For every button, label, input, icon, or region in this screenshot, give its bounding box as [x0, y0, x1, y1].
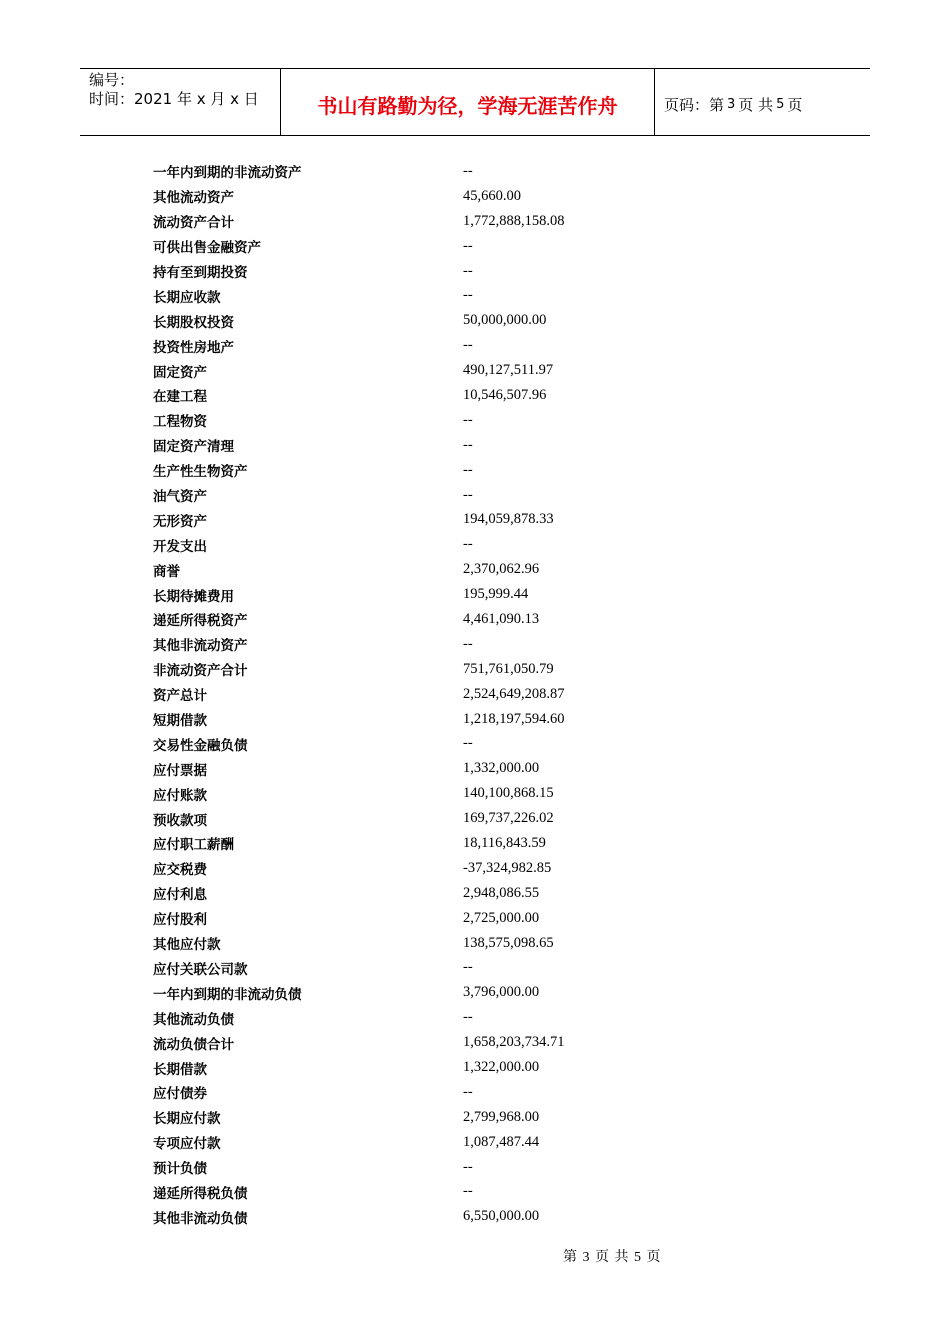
table-row — [153, 234, 713, 259]
row-value: 1,658,203,734.71 — [463, 1034, 565, 1051]
row-label: 非流动资产合计 — [153, 663, 248, 680]
row-label: 资产总计 — [153, 688, 207, 705]
row-value: -- — [463, 1083, 473, 1100]
row-label: 长期应收款 — [153, 289, 221, 306]
row-value: -37,324,982.85 — [463, 859, 552, 876]
row-value: -- — [463, 1009, 473, 1026]
table-row — [153, 682, 713, 707]
table-row — [153, 1005, 713, 1030]
row-value: -- — [463, 287, 473, 304]
table-row — [153, 980, 713, 1005]
row-value: -- — [463, 1183, 473, 1200]
row-value: 1,322,000.00 — [463, 1059, 540, 1075]
row-label: 递延所得税资产 — [153, 613, 248, 630]
table-row — [153, 881, 713, 906]
table-row — [153, 557, 713, 582]
row-value: 6,550,000.00 — [463, 1208, 540, 1225]
row-value: 2,370,062.96 — [463, 561, 540, 578]
table-row — [153, 1130, 713, 1155]
row-value: -- — [463, 635, 473, 652]
time-rest: 年 x 月 x 日 — [176, 90, 259, 108]
table-row — [153, 1055, 713, 1080]
table-row — [153, 632, 713, 657]
header-meta — [80, 69, 281, 135]
row-label: 在建工程 — [153, 389, 207, 406]
table-row — [153, 731, 713, 756]
row-value: -- — [463, 162, 473, 179]
number-label: 编号： — [89, 71, 135, 89]
row-value: 45,660.00 — [463, 187, 521, 204]
table-row — [153, 433, 713, 458]
row-label: 工程物资 — [153, 414, 207, 431]
row-label: 油气资产 — [153, 489, 207, 506]
row-value: -- — [463, 337, 473, 354]
time-label: 时间： — [89, 90, 135, 108]
page-end: 页 — [787, 95, 803, 114]
table-row — [153, 582, 713, 607]
row-label: 长期股权投资 — [153, 314, 234, 331]
row-value: 169,737,226.02 — [463, 810, 554, 827]
row-label: 应交税费 — [153, 862, 207, 879]
table-row — [153, 657, 713, 682]
row-value: 1,332,000.00 — [463, 760, 540, 777]
row-label: 固定资产 — [153, 364, 207, 381]
row-value: -- — [463, 461, 473, 478]
row-label: 交易性金融负债 — [153, 737, 248, 754]
row-value: 1,087,487.44 — [463, 1133, 540, 1150]
row-label: 一年内到期的非流动负债 — [153, 986, 302, 1003]
table-row — [153, 184, 713, 209]
row-value: -- — [463, 1158, 473, 1175]
row-label: 应付账款 — [153, 787, 207, 804]
row-value: 194,059,878.33 — [463, 511, 554, 528]
row-value: -- — [463, 436, 473, 453]
row-label: 应付职工薪酬 — [153, 837, 234, 854]
table-row — [153, 756, 713, 781]
row-label: 应付股利 — [153, 912, 207, 929]
row-label: 预收款项 — [153, 812, 207, 829]
page-footer: 第 3 页 共 5 页 — [563, 1250, 662, 1265]
table-row — [153, 1080, 713, 1105]
row-label: 投资性房地产 — [153, 339, 234, 356]
row-label: 开发支出 — [153, 538, 207, 555]
row-value: 2,948,086.55 — [463, 884, 540, 901]
table-row — [153, 507, 713, 532]
row-value: -- — [463, 486, 473, 503]
row-label: 其他流动资产 — [153, 190, 234, 207]
row-label: 应付利息 — [153, 887, 207, 904]
row-label: 应付关联公司款 — [153, 961, 248, 978]
row-label: 其他流动负债 — [153, 1011, 234, 1028]
row-label: 预计负债 — [153, 1161, 207, 1178]
row-label: 其他应付款 — [153, 937, 221, 954]
table-row — [153, 1204, 713, 1229]
row-label: 生产性生物资产 — [153, 464, 248, 481]
row-value: 138,575,098.65 — [463, 934, 554, 951]
row-label: 固定资产清理 — [153, 439, 234, 456]
row-label: 应付债券 — [153, 1086, 207, 1103]
table-row — [153, 607, 713, 632]
row-label: 无形资产 — [153, 513, 207, 530]
table-row — [153, 1155, 713, 1180]
row-value: 18,116,843.59 — [463, 834, 546, 851]
row-value: -- — [463, 262, 473, 279]
row-value: 195,999.44 — [463, 586, 529, 603]
table-row — [153, 308, 713, 333]
row-label: 其他非流动负债 — [153, 1210, 248, 1227]
row-label: 一年内到期的非流动资产 — [153, 165, 302, 182]
row-value: 3,796,000.00 — [463, 984, 540, 1001]
table-row — [153, 931, 713, 956]
row-label: 递延所得税负债 — [153, 1185, 248, 1202]
row-label: 流动负债合计 — [153, 1036, 234, 1053]
table-row — [153, 1180, 713, 1205]
row-label: 长期应付款 — [153, 1111, 221, 1128]
row-label: 商誉 — [153, 563, 180, 580]
row-label: 应付票据 — [153, 762, 207, 779]
row-value: -- — [463, 959, 473, 976]
row-label: 短期借款 — [153, 713, 207, 730]
table-row — [153, 781, 713, 806]
table-row — [153, 259, 713, 284]
page-total: 5 — [776, 96, 785, 112]
row-value: 1,218,197,594.60 — [463, 710, 565, 727]
page-header — [80, 68, 870, 136]
row-value: 490,127,511.97 — [463, 362, 554, 379]
row-value: 50,000,000.00 — [463, 312, 547, 329]
table-row — [153, 283, 713, 308]
table-row — [153, 159, 713, 184]
row-value: 10,546,507.96 — [463, 386, 547, 403]
table-row — [153, 458, 713, 483]
row-value: -- — [463, 237, 473, 254]
table-row — [153, 358, 713, 383]
row-value: 2,524,649,208.87 — [463, 685, 565, 702]
table-row — [153, 856, 713, 881]
table-row — [153, 483, 713, 508]
header-motto: 书山有路勤为径，学海无涯苦作舟 — [281, 69, 655, 135]
row-value: -- — [463, 411, 473, 428]
table-row — [153, 707, 713, 732]
page-label: 页码：第 — [664, 95, 725, 114]
page-current: 3 — [727, 96, 736, 112]
table-row — [153, 1030, 713, 1055]
row-value: 1,772,888,158.08 — [463, 212, 565, 229]
row-value: -- — [463, 735, 473, 752]
row-value: -- — [463, 536, 473, 553]
row-value: 2,725,000.00 — [463, 909, 540, 926]
row-label: 长期待摊费用 — [153, 588, 234, 605]
row-label: 可供出售金融资产 — [153, 240, 261, 257]
row-label: 专项应付款 — [153, 1136, 221, 1153]
table-row — [153, 831, 713, 856]
row-label: 长期借款 — [153, 1061, 207, 1078]
table-row — [153, 333, 713, 358]
row-value: 4,461,090.13 — [463, 610, 540, 627]
table-row — [153, 806, 713, 831]
row-label: 其他非流动资产 — [153, 638, 248, 655]
header-page-info — [655, 69, 870, 135]
table-row — [153, 532, 713, 557]
table-row — [153, 408, 713, 433]
row-label: 持有至到期投资 — [153, 265, 248, 281]
row-value: 751,761,050.79 — [463, 660, 554, 677]
table-row — [153, 209, 713, 234]
time-year: 2021 — [134, 90, 173, 108]
row-value: 140,100,868.15 — [463, 785, 554, 802]
table-row — [153, 383, 713, 408]
page-mid: 页 共 — [738, 95, 774, 114]
table-row — [153, 956, 713, 981]
time-line — [89, 90, 280, 109]
table-row — [153, 906, 713, 931]
balance-sheet-rows — [153, 159, 713, 1229]
row-label: 流动资产合计 — [153, 215, 234, 232]
row-value: 2,799,968.00 — [463, 1108, 540, 1125]
table-row — [153, 1105, 713, 1130]
